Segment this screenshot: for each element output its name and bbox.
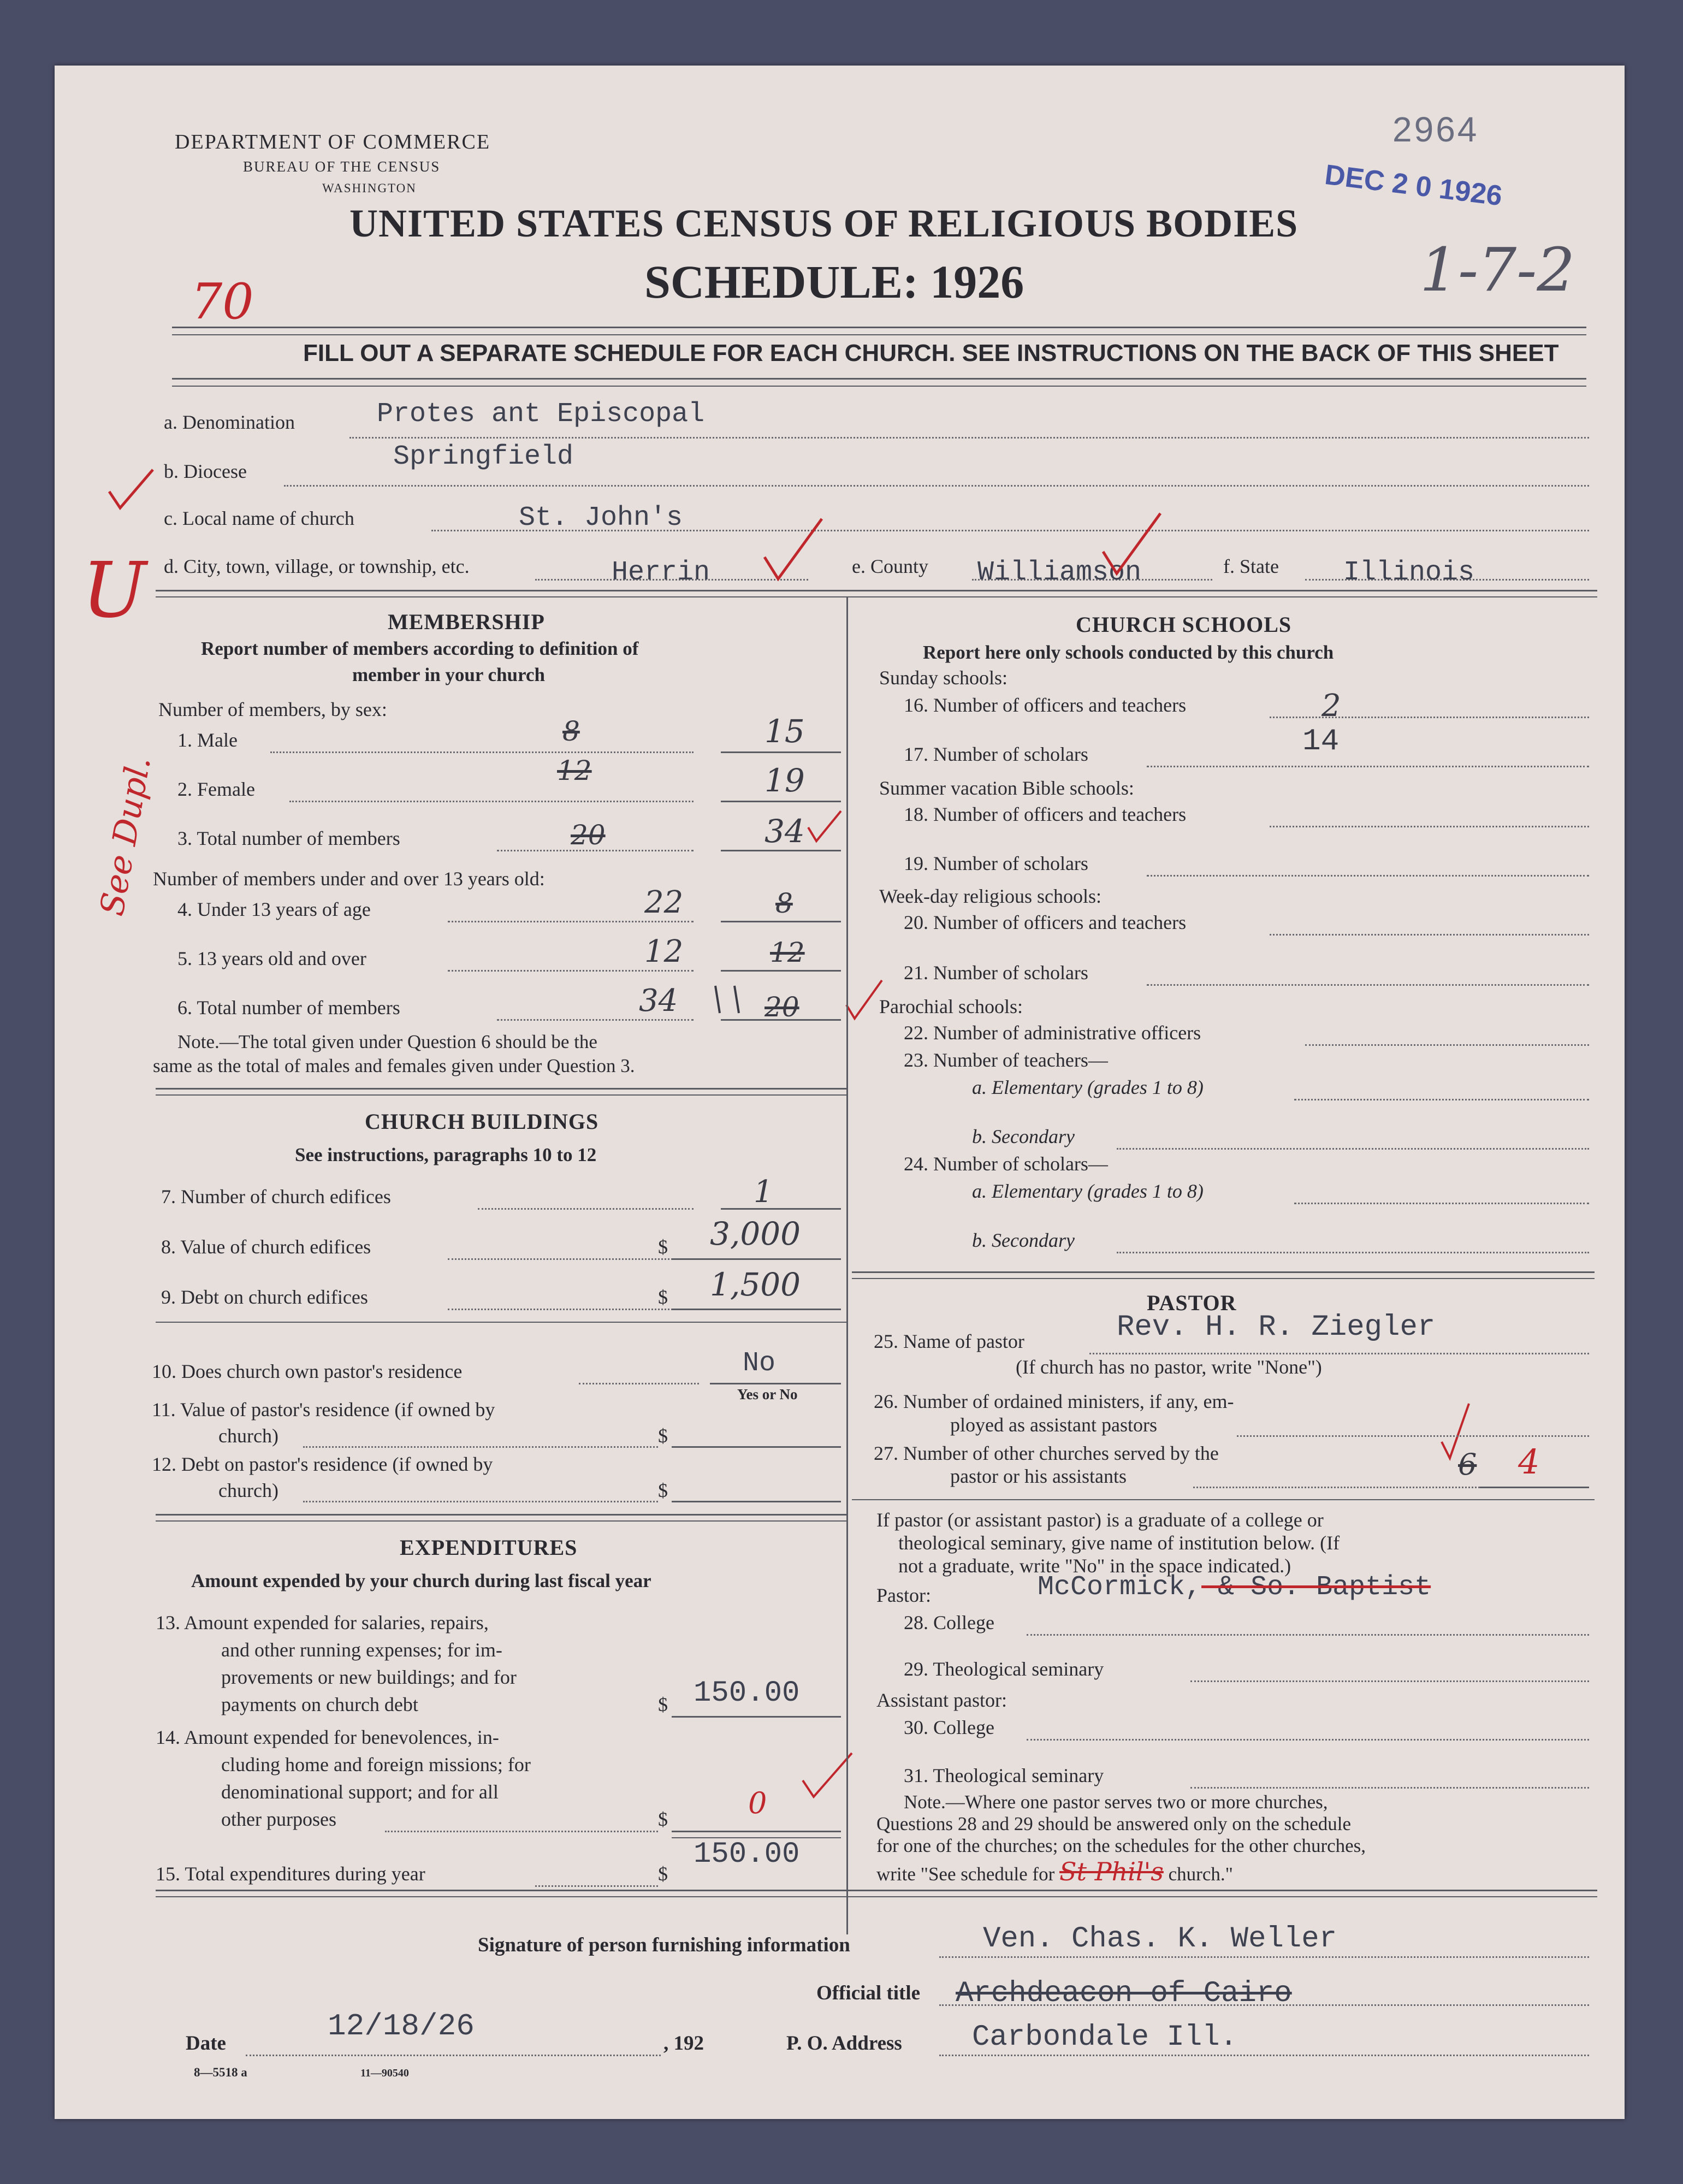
q24a-label: a. Elementary (grades 1 to 8) <box>972 1180 1204 1202</box>
q6-total-label: 6. Total number of members <box>177 997 400 1019</box>
assistant-pastor-subheading: Assistant pastor: <box>876 1689 1007 1711</box>
q3-total-label: 3. Total number of members <box>177 827 400 849</box>
q6-total-old-value: 20 <box>765 991 799 1023</box>
census-form-sheet <box>55 66 1625 2119</box>
state-label: f. State <box>1223 555 1279 577</box>
print-number: 11—90540 <box>360 2067 409 2079</box>
denomination-field[interactable]: Protes ant Episcopal <box>377 399 705 430</box>
handwritten-code: 1-7-2 <box>1420 235 1575 305</box>
q26-label-line-1: 26. Number of ordained ministers, if any, em- <box>874 1390 1234 1412</box>
q5-over13-old-value: 12 <box>770 937 805 968</box>
red-u-annotation: U <box>82 546 146 635</box>
q14-label-line-3: denominational support; and for all <box>221 1781 499 1803</box>
date-year-suffix: , 192 <box>663 2032 704 2055</box>
q4-under13-field[interactable]: 22 <box>644 885 684 920</box>
q23a-label: a. Elementary (grades 1 to 8) <box>972 1076 1204 1098</box>
q13-amount-field[interactable]: 150.00 <box>694 1677 800 1710</box>
q4-under13-label: 4. Under 13 years of age <box>177 898 371 920</box>
q3-total-field[interactable]: 34 <box>765 813 805 850</box>
q1-male-field[interactable]: 15 <box>765 713 805 750</box>
q26-label-line-2: ployed as assistant pastors <box>950 1414 1157 1436</box>
q12-label-line-2: church) <box>218 1479 278 1501</box>
pastor-subheading: Pastor: <box>876 1584 932 1606</box>
pastor-college-field[interactable] <box>1038 1572 1431 1603</box>
separate-schedule-instruction: FILL OUT A SEPARATE SCHEDULE FOR EACH CHURCH. SEE INSTRUCTIONS ON THE BACK OF THIS SHEET <box>303 340 1559 366</box>
q14-amount-field[interactable]: 0 <box>748 1786 767 1820</box>
q25-hint: (If church has no pastor, write "None") <box>1016 1356 1322 1378</box>
q2-female-old-value: 12 <box>557 755 592 786</box>
bureau-name: BUREAU OF THE CENSUS <box>243 158 441 175</box>
q13-label-line-4: payments on church debt <box>221 1694 418 1715</box>
q25-label: 25. Name of pastor <box>874 1330 1024 1352</box>
pastor-note-line-4-end: church." <box>1168 1863 1233 1885</box>
date-label: Date <box>186 2032 226 2055</box>
q23b-label: b. Secondary <box>972 1126 1075 1147</box>
state-field[interactable]: Illinois <box>1343 557 1475 588</box>
date-field[interactable]: 12/18/26 <box>328 2009 475 2044</box>
pastor-note-line-4 <box>876 1857 1233 1886</box>
local-church-name-field[interactable]: St. John's <box>519 502 683 534</box>
weekday-schools-label: Week-day religious schools: <box>879 885 1102 907</box>
membership-intro-1: Report number of members according to definition of <box>201 638 639 659</box>
side-note-annotation: See Dupl. <box>93 753 159 919</box>
graduate-instruction-1: If pastor (or assistant pastor) is a graduate of a college or <box>876 1509 1324 1531</box>
q2-female-label: 2. Female <box>177 778 255 800</box>
q14-label-line-2: cluding home and foreign missions; for <box>221 1754 531 1775</box>
q14-label-line-4: other purposes <box>221 1808 336 1830</box>
diocese-label: b. Diocese <box>164 460 247 482</box>
parochial-schools-label: Parochial schools: <box>879 996 1023 1017</box>
q5-over13-field[interactable]: 12 <box>644 934 684 969</box>
q17-field[interactable]: 14 <box>1302 724 1340 759</box>
q12-debt-field[interactable] <box>672 1501 841 1502</box>
po-address-field[interactable]: Carbondale Ill. <box>972 2021 1238 2054</box>
form-number: 8—5518 a <box>194 2065 247 2079</box>
q14-label-line-1: 14. Amount expended for benevolences, in- <box>156 1726 499 1748</box>
po-address-label: P. O. Address <box>786 2032 902 2055</box>
summer-schools-label: Summer vacation Bible schools: <box>879 777 1134 799</box>
received-date-stamp: DEC 2 0 1926 <box>1323 158 1504 212</box>
red-number-annotation: 70 <box>191 273 254 330</box>
members-by-sex-label: Number of members, by sex: <box>158 699 387 720</box>
q1-male-label: 1. Male <box>177 729 238 751</box>
q9-currency: $ <box>658 1286 668 1308</box>
expenditures-heading: EXPENDITURES <box>400 1535 578 1560</box>
pastor-college-kept: McCormick, <box>1038 1572 1202 1603</box>
membership-note-line-1: Note.—The total given under Question 6 should be the <box>177 1031 597 1052</box>
city-field[interactable]: Herrin <box>612 557 710 588</box>
q12-label-line-1: 12. Debt on pastor's residence (if owned by <box>152 1453 493 1475</box>
members-by-age-label: Number of members under and over 13 years old: <box>153 868 545 890</box>
q2-female-field[interactable]: 19 <box>765 762 805 799</box>
department-name: DEPARTMENT OF COMMERCE <box>175 131 491 153</box>
q24b-label: b. Secondary <box>972 1229 1075 1251</box>
bureau-city: WASHINGTON <box>322 181 417 195</box>
q21-label: 21. Number of scholars <box>904 962 1088 984</box>
q13-label-line-2: and other running expenses; for im- <box>221 1639 502 1661</box>
church-schools-intro: Report here only schools conducted by this church <box>923 642 1334 663</box>
q8-currency: $ <box>658 1236 668 1258</box>
graduate-instruction-2: theological seminary, give name of institution below. (If <box>898 1532 1340 1554</box>
schedule-year: SCHEDULE: 1926 <box>644 256 1024 308</box>
q25-pastor-name-field[interactable]: Rev. H. R. Ziegler <box>1117 1311 1436 1344</box>
q11-label-line-1: 11. Value of pastor's residence (if owned by <box>152 1399 495 1421</box>
stamp-number: 2964 <box>1392 110 1479 149</box>
q19-label: 19. Number of scholars <box>904 853 1088 874</box>
diocese-field[interactable]: Springfield <box>393 441 574 472</box>
county-label: e. County <box>852 555 928 577</box>
q15-total-label: 15. Total expenditures during year <box>156 1863 425 1885</box>
q27-label-line-1: 27. Number of other churches served by the <box>874 1442 1219 1464</box>
q13-label-line-3: provements or new buildings; and for <box>221 1666 517 1688</box>
signature-field[interactable]: Ven. Chas. K. Weller <box>983 1922 1337 1956</box>
q13-label-line-1: 13. Amount expended for salaries, repairs, <box>156 1612 489 1633</box>
church-buildings-intro: See instructions, paragraphs 10 to 12 <box>295 1144 597 1165</box>
q10-residence-field[interactable]: No <box>743 1348 776 1379</box>
q6-total-field[interactable]: 34 <box>639 983 678 1019</box>
county-field[interactable]: Williamson <box>977 557 1142 588</box>
local-church-name-label: c. Local name of church <box>164 507 354 529</box>
q9-debt-field[interactable]: 1,500 <box>710 1266 801 1303</box>
church-schools-heading: CHURCH SCHOOLS <box>1076 612 1292 637</box>
q11-currency: $ <box>658 1425 668 1447</box>
q13-currency: $ <box>658 1694 668 1715</box>
q31-label: 31. Theological seminary <box>904 1765 1104 1786</box>
q23-label: 23. Number of teachers— <box>904 1049 1108 1071</box>
q22-label: 22. Number of administrative officers <box>904 1022 1201 1044</box>
q15-currency: $ <box>658 1863 668 1885</box>
membership-intro-2: member in your church <box>352 664 545 685</box>
pastor-note-line-4-start: write "See schedule for <box>876 1863 1055 1885</box>
q4-under13-old-value: 8 <box>775 887 793 919</box>
signature-label: Signature of person furnishing information <box>478 1934 850 1956</box>
q18-label: 18. Number of officers and teachers <box>904 803 1187 825</box>
official-title-label: Official title <box>816 1982 921 2004</box>
q3-total-old-value: 20 <box>571 819 606 851</box>
q8-value-label: 8. Value of church edifices <box>161 1236 371 1258</box>
pastor-note-line-2: Questions 28 and 29 should be answered only on the schedule <box>876 1813 1352 1834</box>
pastor-note-line-3: for one of the churches; on the schedules for the other churches, <box>876 1835 1366 1856</box>
q30-label: 30. College <box>904 1717 994 1738</box>
q27-label-line-2: pastor or his assistants <box>950 1465 1127 1487</box>
q20-label: 20. Number of officers and teachers <box>904 912 1187 933</box>
city-label: d. City, town, village, or township, etc. <box>164 555 470 577</box>
q29-label: 29. Theological seminary <box>904 1658 1104 1680</box>
membership-note-line-2: same as the total of males and females given under Question 3. <box>153 1055 635 1076</box>
q7-edifices-field[interactable]: 1 <box>754 1174 773 1210</box>
q16-label: 16. Number of officers and teachers <box>904 694 1187 716</box>
q27-field[interactable]: 4 <box>1518 1442 1540 1482</box>
pastor-college-struck: & So. Baptist <box>1201 1572 1431 1603</box>
q7-edifices-label: 7. Number of church edifices <box>161 1186 391 1208</box>
denomination-label: a. Denomination <box>164 411 295 433</box>
q27-old-value: 6 <box>1458 1447 1477 1482</box>
q24-label: 24. Number of scholars— <box>904 1153 1108 1175</box>
q15-total-field[interactable]: 150.00 <box>694 1838 800 1871</box>
q14-currency: $ <box>658 1808 668 1830</box>
q10-residence-label: 10. Does church own pastor's residence <box>152 1360 463 1382</box>
q1-male-old-value: 8 <box>562 715 580 747</box>
q16-field[interactable]: 2 <box>1321 688 1341 724</box>
pastor-note-line-1: Note.—Where one pastor serves two or more churches, <box>904 1791 1328 1813</box>
q9-debt-label: 9. Debt on church edifices <box>161 1286 368 1308</box>
q11-label-line-2: church) <box>218 1425 278 1447</box>
form-title: UNITED STATES CENSUS OF RELIGIOUS BODIES <box>349 202 1299 245</box>
q8-value-field[interactable]: 3,000 <box>710 1215 801 1252</box>
sunday-schools-label: Sunday schools: <box>879 667 1008 689</box>
pastor-note-handwritten-church: St Phil's <box>1059 1857 1164 1886</box>
pastor-heading: PASTOR <box>1147 1291 1237 1315</box>
q28-label: 28. College <box>904 1612 994 1633</box>
official-title-field[interactable]: Archdeacon of Cairo <box>956 1977 1292 2010</box>
q12-currency: $ <box>658 1479 668 1501</box>
q17-label: 17. Number of scholars <box>904 743 1088 765</box>
graduate-instruction-3: not a graduate, write "No" in the space indicated.) <box>898 1555 1291 1577</box>
church-buildings-heading: CHURCH BUILDINGS <box>365 1109 599 1134</box>
q10-yes-no-hint: Yes or No <box>737 1386 798 1402</box>
expenditures-intro: Amount expended by your church during last fiscal year <box>191 1570 651 1591</box>
membership-heading: MEMBERSHIP <box>388 609 545 634</box>
q5-over13-label: 5. 13 years old and over <box>177 948 366 969</box>
q11-value-field[interactable] <box>672 1446 841 1448</box>
